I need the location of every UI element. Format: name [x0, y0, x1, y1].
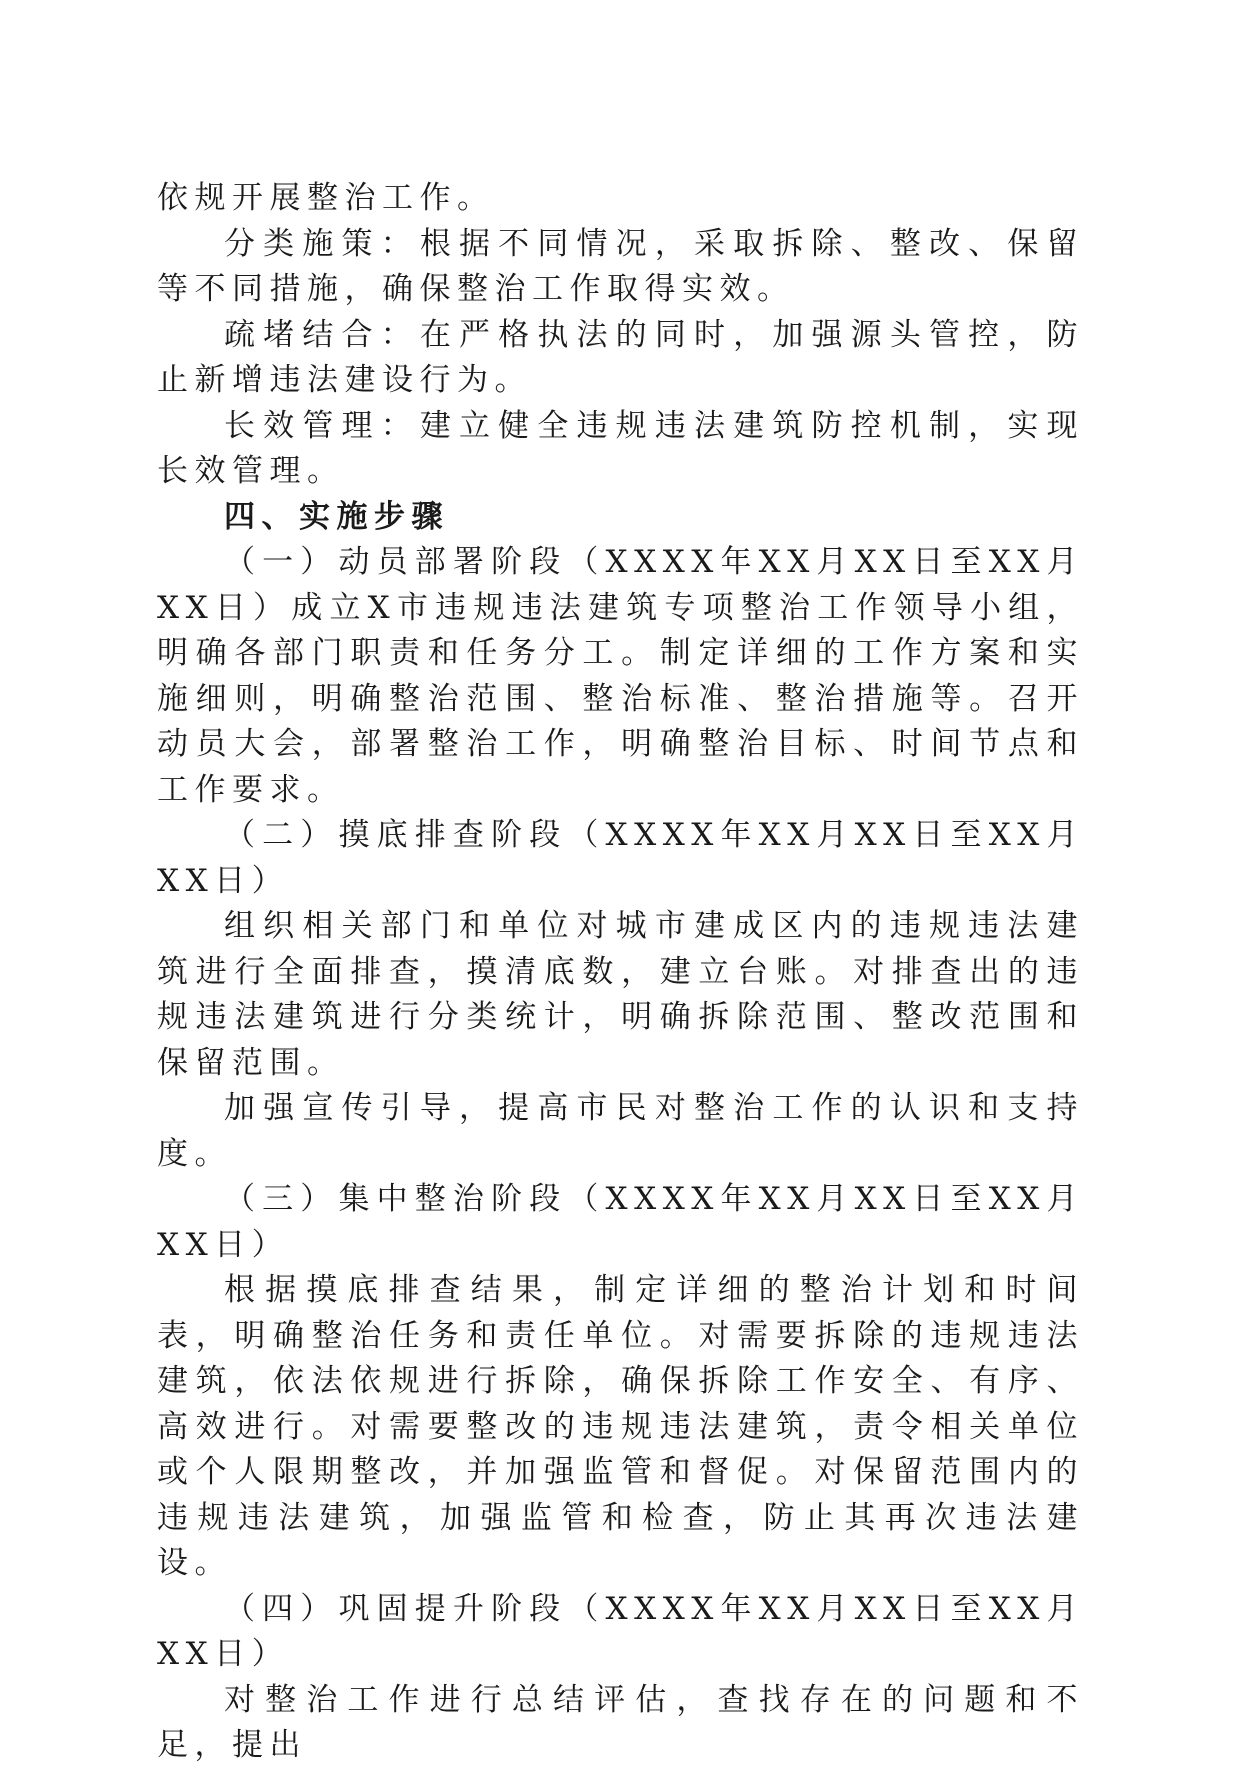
section-heading-implementation-steps: 四、实施步骤 — [224, 498, 449, 535]
paragraph-stage-two-title: （二）摸底排查阶段（XXXX年XX月XX日至XX月XX日） — [157, 817, 1084, 899]
paragraph-publicity: 加强宣传引导，提高市民对整治工作的认识和支持度。 — [157, 1090, 1084, 1172]
paragraph-combined-control: 疏堵结合：在严格执法的同时，加强源头管控，防止新增违法建设行为。 — [157, 316, 1084, 398]
paragraph-stage-four-body: 对整治工作进行总结评估，查找存在的问题和不足，提出 — [157, 1681, 1084, 1763]
document-page — [157, 176, 1084, 1769]
paragraph-continuation: 依规开展整治工作。 — [157, 180, 495, 216]
paragraph-stage-one: （一）动员部署阶段（XXXX年XX月XX日至XX月XX日）成立X市违规违法建筑专项整治工作领导小组，明确各部门职责和任务分工。制定详细的工作方案和实施细则，明确整治范围、整治标准、整治措施等。召开动员大会，部署整治工作，明确整治目标、时间节点和工作要求。 — [157, 544, 1084, 808]
paragraph-stage-two-body: 组织相关部门和单位对城市建成区内的违规违法建筑进行全面排查，摸清底数，建立台账。对排查出的违规违法建筑进行分类统计，明确拆除范围、整改范围和保留范围。 — [157, 908, 1084, 1081]
paragraph-classified-measures: 分类施策：根据不同情况，采取拆除、整改、保留等不同措施，确保整治工作取得实效。 — [157, 225, 1084, 307]
paragraph-stage-three-title: （三）集中整治阶段（XXXX年XX月XX日至XX月XX日） — [157, 1181, 1084, 1263]
paragraph-stage-four-title: （四）巩固提升阶段（XXXX年XX月XX日至XX月XX日） — [157, 1590, 1084, 1672]
paragraph-long-term-management: 长效管理：建立健全违规违法建筑防控机制，实现长效管理。 — [157, 407, 1084, 489]
paragraph-stage-three-body: 根据摸底排查结果，制定详细的整治计划和时间表，明确整治任务和责任单位。对需要拆除的违规违法建筑，依法依规进行拆除，确保拆除工作安全、有序、高效进行。对需要整改的违规违法建筑，责令相关单位或个人限期整改，并加强监管和督促。对保留范围内的违规违法建筑，加强监管和检查，防止其再次违法建设。 — [157, 1272, 1084, 1581]
